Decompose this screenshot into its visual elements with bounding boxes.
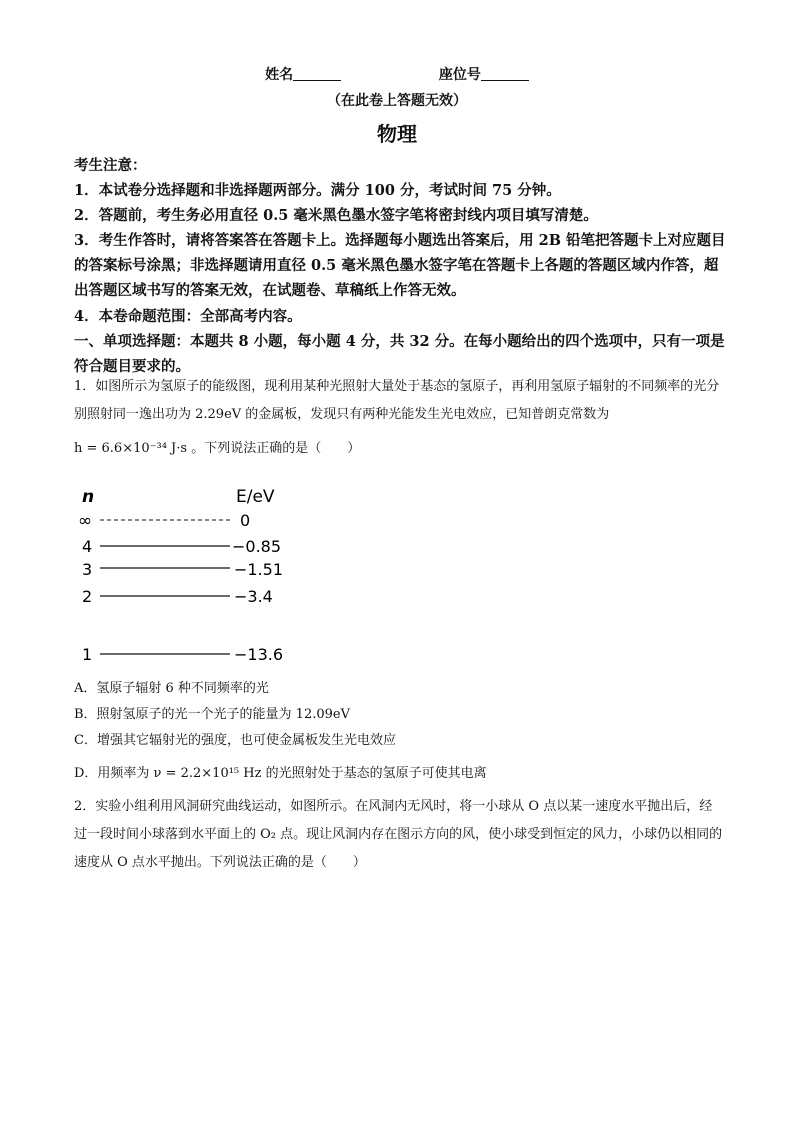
page-title: 物理 <box>377 122 417 146</box>
seat-blank[interactable] <box>481 66 529 81</box>
note-item: 4．本卷命题范围：全部高考内容。 <box>74 308 302 325</box>
level-n: ∞ <box>78 511 93 531</box>
note-item: 1．本试卷分选择题和非选择题两部分。满分 100 分，考试时间 75 分钟。 <box>74 182 561 199</box>
invalid-note: （在此卷上答题无效） <box>327 93 467 109</box>
header-fields <box>0 64 794 84</box>
question-stem-end: h = 6.6×10⁻³⁴ J·s 。下列说法正确的是（ ） <box>74 441 361 456</box>
level-energy: −1.51 <box>234 560 284 579</box>
option-d: D．用频率为 ν = 2.2×10¹⁵ Hz 的光照射处于基态的氢原子可使其电离 <box>74 766 487 781</box>
n-axis-label: n <box>82 487 95 507</box>
name-label: 姓名 <box>265 67 294 83</box>
seat-label: 座位号 <box>438 67 481 83</box>
level-energy: −13.6 <box>234 645 284 664</box>
notes-heading: 考生注意： <box>74 157 147 174</box>
level-n: 2 <box>82 587 93 606</box>
note-item: 3．考生作答时，请将答案答在答题卡上。选择题每小题选出答案后，用 2B 铅笔把答题卡上对应题目的答案标号涂黑；非选择题请用直径 0.5 毫米黑色墨水签字笔在答题卡上各题的答题区域内作答，超出答题区域书写的答案无效，在试题卷、草稿纸上作答无效。 <box>74 232 726 299</box>
level-n: 3 <box>82 560 93 579</box>
note-item: 2．答题前，考生务必用直径 0.5 毫米黑色墨水签字笔将密封线内项目填写清楚。 <box>74 207 598 224</box>
section-heading: 一、单项选择题：本题共 8 小题，每小题 4 分，共 32 分。在每小题给出的四个选项中，只有一项是符合题目要求的。 <box>74 333 725 375</box>
level-energy: 0 <box>240 511 251 530</box>
option-b: B．照射氢原子的光一个光子的能量为 12.09eV <box>74 707 350 722</box>
energy-level-diagram <box>70 478 310 668</box>
name-blank[interactable] <box>293 66 341 81</box>
level-n: 4 <box>82 537 93 556</box>
option-c: C．增强其它辐射光的强度，也可使金属板发生光电效应 <box>74 733 396 748</box>
level-n: 1 <box>82 645 93 664</box>
question-stem: 1．如图所示为氢原子的能级图，现利用某种光照射大量处于基态的氢原子，再利用氢原子辐射的不同频率的光分别照射同一逸出功为 2.29eV 的金属板，发现只有两种光能发生光电效应，已知普朗克常数为 <box>74 379 720 422</box>
level-energy: −0.85 <box>232 537 282 556</box>
question-stem: 2．实验小组利用风洞研究曲线运动，如图所示。在风洞内无风时，将一小球从 O 点以某一速度水平抛出后，经过一段时间小球落到水平面上的 O₂ 点。现让风洞内存在图示方向的风，使小球受到恒定的风力，小球仍以相同的速度从 O 点水平抛出。下列说法正确的是（ ） <box>74 799 723 870</box>
level-energy: −3.4 <box>234 587 273 606</box>
energy-axis-label: E/eV <box>236 487 275 507</box>
option-a: A．氢原子辐射 6 种不同频率的光 <box>74 681 269 696</box>
